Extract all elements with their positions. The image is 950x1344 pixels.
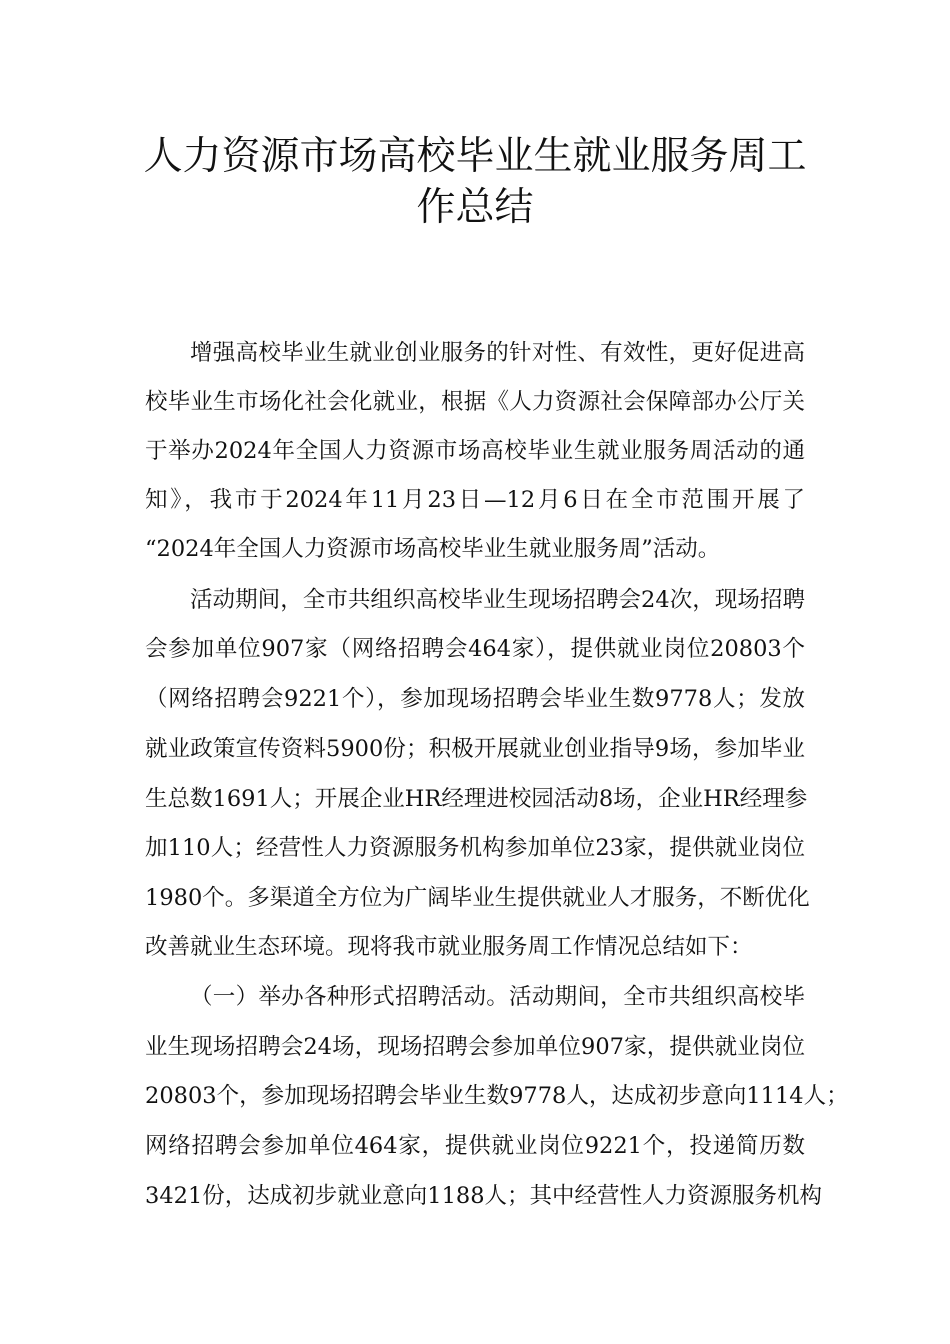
paragraph-line: 业生现场招聘会24场，现场招聘会参加单位907家，提供就业岗位 [145, 1034, 805, 1060]
paragraph-line: 改善就业生态环境。现将我市就业服务周工作情况总结如下： [145, 934, 753, 960]
paragraph-line: 于举办2024年全国人力资源市场高校毕业生就业服务周活动的通 [145, 438, 805, 464]
paragraph-line: （网络招聘会9221个），参加现场招聘会毕业生数9778人；发放 [145, 686, 805, 712]
paragraph-line: 3421份，达成初步就业意向1188人；其中经营性人力资源服务机构 [145, 1183, 823, 1209]
paragraph-line: 生总数1691人；开展企业HR经理进校园活动8场，企业HR经理参 [145, 786, 808, 812]
paragraph-line: 增强高校毕业生就业创业服务的针对性、有效性，更好促进高 [190, 340, 805, 366]
paragraph-line: 就业政策宣传资料5900份；积极开展就业创业指导9场，参加毕业 [145, 736, 805, 762]
paragraph-line: 网络招聘会参加单位464家，提供就业岗位9221个，投递简历数 [145, 1133, 805, 1159]
paragraph-line: 加110人；经营性人力资源服务机构参加单位23家，提供就业岗位 [145, 835, 805, 861]
document-title-line-1: 人力资源市场高校毕业生就业服务周工 [143, 134, 807, 179]
paragraph-line: “2024年全国人力资源市场高校毕业生就业服务周”活动。 [145, 536, 721, 562]
paragraph-line: 1980个。多渠道全方位为广阔毕业生提供就业人才服务，不断优化 [145, 885, 810, 911]
paragraph-line: 20803个，参加现场招聘会毕业生数9778人，达成初步意向1114人； [145, 1083, 849, 1109]
document-title-line-2: 作总结 [416, 185, 534, 230]
paragraph-line: 知》，我市于2024年11月23日—12月6日在全市范围开展了 [145, 487, 805, 513]
paragraph-line: （一）举办各种形式招聘活动。活动期间，全市共组织高校毕 [190, 984, 805, 1010]
paragraph-line: 活动期间，全市共组织高校毕业生现场招聘会24次，现场招聘 [190, 587, 805, 613]
paragraph-line: 会参加单位907家（网络招聘会464家），提供就业岗位20803个 [145, 636, 805, 662]
paragraph-line: 校毕业生市场化社会化就业，根据《人力资源社会保障部办公厅关 [145, 389, 805, 415]
